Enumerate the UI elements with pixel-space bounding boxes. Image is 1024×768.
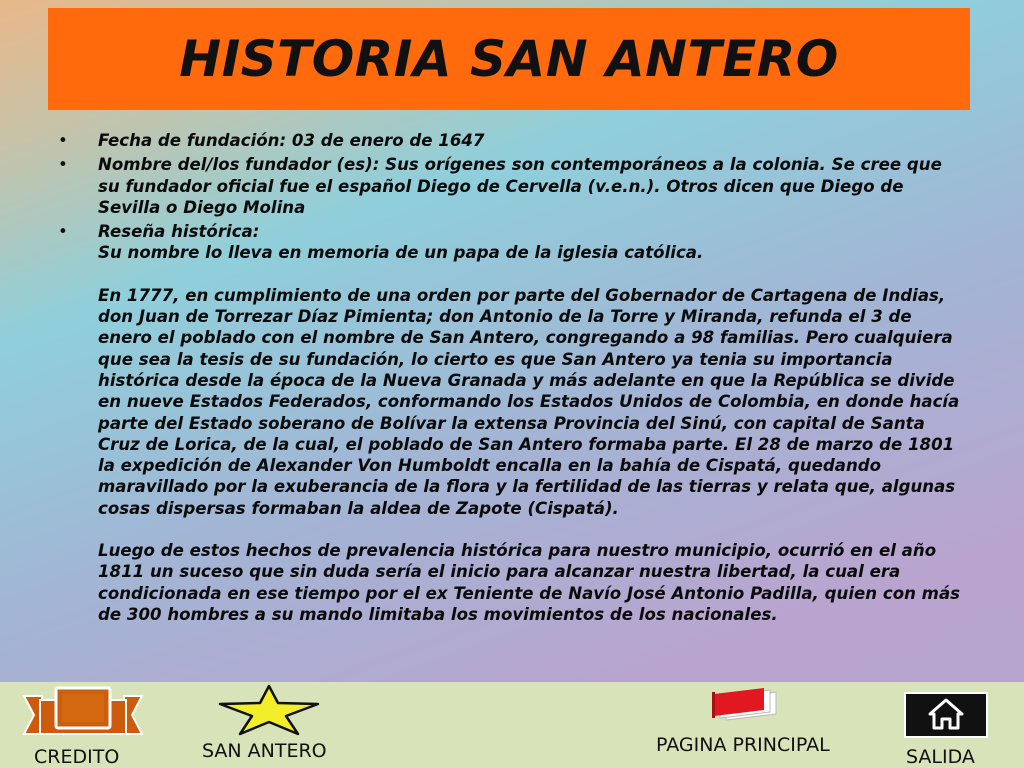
fundador-text: Nombre del/los fundador (es): Sus orígenes son contemporáneos a la colonia. Se cree que su fundador oficial fue el español Diego de Cervella (v.e.n.). Otros dicen que Diego de Sevilla o Diego Molina (98, 155, 942, 217)
bullet-list (56, 130, 961, 625)
star-icon (214, 684, 324, 736)
salida-label: SALIDA (906, 746, 975, 768)
pagina-principal-button[interactable] (650, 682, 860, 768)
title-bar (48, 8, 970, 110)
fecha-text: Fecha de fundación: 03 de enero de 1647 (98, 131, 485, 150)
credito-button[interactable] (18, 682, 148, 768)
resena-paragraph-2: En 1777, en cumplimiento de una orden por parte del Gobernador de Cartagena de Indias, don Juan de Torrezar Díaz Pimienta; don Antonio de la Torre y Miranda, refunda el 3 de enero el poblado con el nombre de San Antero, congregando a 98 familias. Pero cualquiera que sea la tesis de su fundación, lo cierto es que San Antero ya tenia su importancia histórica desde la época de la Nueva Granada y más adelante en que la República se divide en nueve Estados Federados, conformando los Estados Unidos de Colombia, en donde hacía parte del Estado soberano de Bolívar la extensa Provincia del Sinú, con capital de Santa Cruz de Lorica, de la cual, el poblado de San Antero formaba parte. El 28 de marzo de 1801 la expedición de Alexander Von Humboldt encalla en la bahía de Cispatá, quedando maravillado por la exuberancia de la flora y la fertilidad de las tierras y relata que, algunas cosas dispersas formaban la aldea de Zapote (Cispatá). (98, 285, 960, 518)
content-area (56, 130, 961, 628)
credito-label: CREDITO (34, 746, 120, 768)
san-antero-label: SAN ANTERO (202, 740, 327, 762)
san-antero-button[interactable] (196, 682, 346, 768)
resena-paragraph-1: Su nombre lo lleva en memoria de un papa de la iglesia católica. (98, 243, 704, 263)
resena-heading: Reseña histórica: (98, 222, 260, 242)
page-title: HISTORIA SAN ANTERO (179, 30, 839, 88)
bullet-icon: • (58, 131, 68, 150)
bullet-icon: • (58, 222, 68, 242)
list-item-resena (56, 221, 961, 625)
bullet-icon: • (58, 155, 68, 175)
flag-pages-icon (710, 686, 782, 726)
home-icon (904, 692, 988, 738)
pagina-principal-label: PAGINA PRINCIPAL (656, 734, 830, 756)
list-item-fecha (56, 130, 961, 151)
resena-paragraph-3: Luego de estos hechos de prevalencia histórica para nuestro municipio, ocurrió en el año 1811 un suceso que sin duda sería el inicio para alcanzar nuestra libertad, la cual era condicionada en ese tiempo por el ex Teniente de Navío José Antonio Padilla, quien con más de 300 hombres a su mando limitaba los movimientos de los nacionales. (98, 541, 961, 624)
footer-nav (0, 682, 1024, 768)
computer-monitor-banner-icon (22, 686, 144, 742)
list-item-fundador (56, 154, 961, 218)
salida-button[interactable] (900, 682, 1000, 768)
